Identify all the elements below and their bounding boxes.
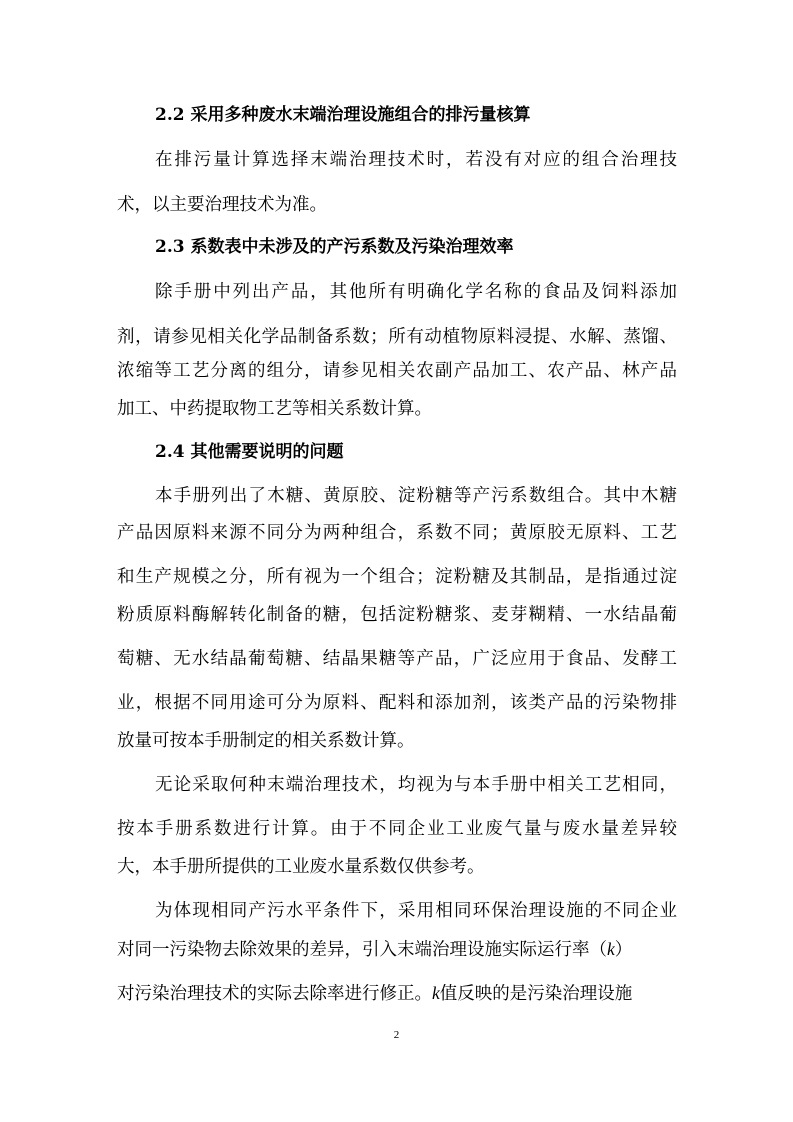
paragraph-line: 大，本手册所提供的工业废水量系数仅供参考。 — [117, 857, 485, 877]
section-heading-2-2: 2.2 采用多种废水末端治理设施组合的排污量核算 — [155, 105, 531, 125]
math-symbol-k: k — [607, 939, 615, 959]
paragraph-line: 剂，请参见相关化学品制备系数；所有动植物原料浸提、水解、蒸馏、 — [117, 327, 677, 347]
paragraph-line: 术，以主要治理技术为准。 — [117, 195, 327, 215]
paragraph-line: 为体现相同产污水平条件下，采用相同环保治理设施的不同企业 — [155, 901, 677, 921]
math-symbol-k: k — [432, 983, 440, 1003]
paragraph-line: 产品因原料来源不同分为两种组合，系数不同；黄原胶无原料、工艺 — [117, 523, 677, 543]
paragraph-line: 加工、中药提取物工艺等相关系数计算。 — [117, 399, 432, 419]
paragraph-line: 按本手册系数进行计算。由于不同企业工业废气量与废水量差异较 — [117, 819, 677, 839]
paragraph-text: 对污染治理技术的实际去除率进行修正。 — [117, 984, 432, 1004]
paragraph-line: 业，根据不同用途可分为原料、配料和添加剂，该类产品的污染物排 — [117, 693, 677, 713]
paragraph-line: 本手册列出了木糖、黄原胶、淀粉糖等产污系数组合。其中木糖 — [155, 486, 677, 506]
section-heading-2-3: 2.3 系数表中未涉及的产污系数及污染治理效率 — [155, 237, 514, 257]
paragraph-line: 萄糖、无水结晶葡萄糖、结晶果糖等产品，广泛应用于食品、发酵工 — [117, 649, 677, 669]
paragraph-line: 无论采取何种末端治理技术，均视为与本手册中相关工艺相同， — [155, 775, 677, 795]
paragraph-line: 浓缩等工艺分离的组分，请参见相关农副产品加工、农产品、林产品 — [117, 361, 677, 381]
paragraph-text: 对同一污染物去除效果的差异，引入末端治理设施实际运行率（ — [117, 940, 607, 960]
paragraph-text: 值反映的是污染治理设施 — [439, 984, 633, 1004]
paragraph-line-with-math — [117, 937, 677, 962]
paragraph-line: 在排污量计算选择末端治理技术时，若没有对应的组合治理技 — [155, 150, 677, 170]
paragraph-line-with-math — [117, 981, 677, 1006]
paragraph-line: 粉质原料酶解转化制备的糖，包括淀粉糖浆、麦芽糊精、一水结晶葡 — [117, 605, 677, 625]
paragraph-line: 除手册中列出产品，其他所有明确化学名称的食品及饲料添加 — [155, 282, 677, 302]
paragraph-line: 和生产规模之分，所有视为一个组合；淀粉糖及其制品，是指通过淀 — [117, 567, 677, 587]
page-number: 2 — [393, 1029, 400, 1041]
section-heading-2-4: 2.4 其他需要说明的问题 — [155, 442, 344, 462]
paragraph-text: ） — [614, 940, 633, 960]
paragraph-line: 放量可按本手册制定的相关系数计算。 — [117, 731, 415, 751]
